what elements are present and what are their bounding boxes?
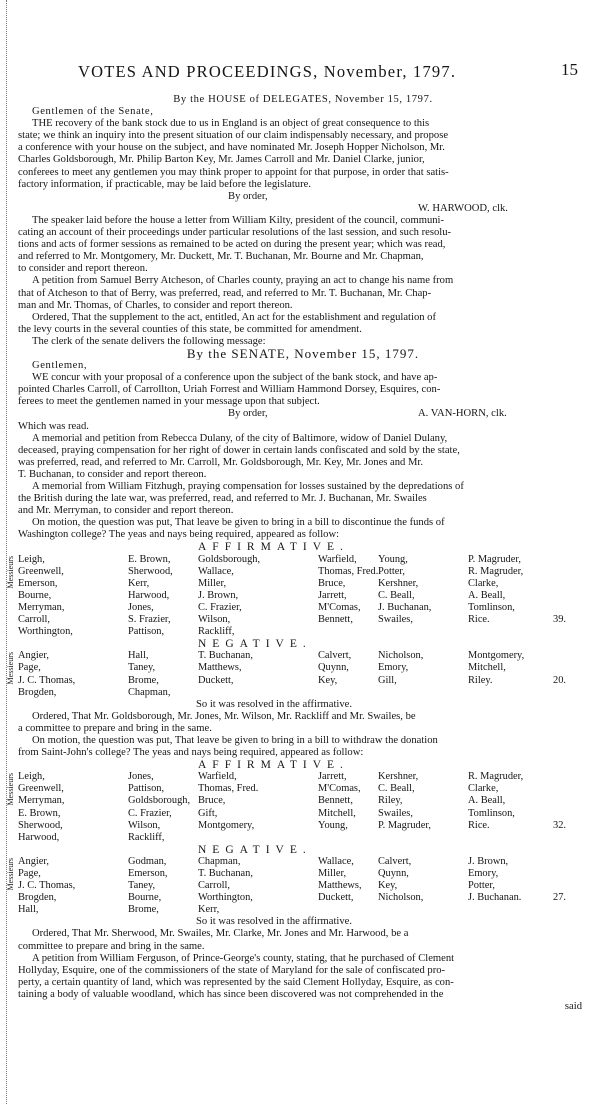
member-name: Greenwell,: [18, 783, 64, 795]
text-line: pointed Charles Carroll, of Carrollton, Uriah Forrest and William Hammond Dorsey, Esquires, con-: [18, 384, 441, 396]
text-line: Charles Goldsborough, Mr. Philip Barton Key, Mr. James Carroll and Mr. Daniel Clarke, junior,: [18, 154, 425, 166]
member-name: M'Comas,: [318, 601, 361, 613]
text-line: man and Mr. Thomas, of Charles, to consider and report thereon.: [18, 299, 293, 311]
member-name: Jarrett,: [318, 589, 347, 601]
text-line: A memorial from William Fitzhugh, praying compensation for losses sustained by the depredations of: [32, 481, 464, 492]
vote-row: [18, 880, 588, 892]
messieurs-label: Messieurs: [6, 857, 15, 891]
member-name: Merryman,: [18, 795, 65, 807]
vote-table-2-affirmative: [6, 771, 588, 844]
vote-row: [18, 892, 588, 904]
catchword: said: [564, 1001, 582, 1013]
member-name: Bruce,: [318, 577, 346, 589]
vote-row: [18, 808, 588, 820]
member-name: Chapman,: [198, 855, 241, 867]
member-name: Matthews,: [198, 662, 242, 674]
text-line: Which was read.: [18, 420, 89, 432]
member-name: A. Beall,: [468, 589, 506, 601]
messieurs-label: Messieurs: [6, 773, 15, 806]
vote-row: [18, 904, 588, 916]
vote-row: [18, 662, 588, 674]
clerk-signature: A. VAN-HORN, clk.: [418, 408, 507, 420]
negative-heading: NEGATIVE.: [198, 843, 312, 856]
member-name: Kershner,: [378, 577, 419, 589]
member-name: Rackliff,: [198, 626, 235, 638]
text-line: The speaker laid before the house a letter from William Kilty, president of the council, communi-: [32, 214, 445, 226]
text-line: to consider and report thereon.: [18, 263, 148, 275]
vote-row: [18, 590, 588, 602]
member-name: Warfield,: [198, 771, 237, 783]
member-name: Quynn,: [318, 662, 349, 674]
text-line: a conference with your house on the subject, and have nominated Mr. Joseph Hopper Nicholson, Mr.: [18, 142, 445, 154]
member-name: S. Frazier,: [128, 614, 171, 626]
member-name: J. Buchanan,: [378, 601, 432, 613]
member-name: Duckett,: [198, 674, 234, 686]
text-column: [6, 94, 588, 1013]
messieurs-label: Messieurs: [6, 555, 15, 589]
member-name: Carroll,: [18, 614, 51, 626]
text-line: from Saint-John's college? The yeas and nays being required, appeared as follow:: [18, 747, 364, 759]
member-name: Miller,: [318, 868, 347, 879]
text-line: Ordered, That Mr. Goldsborough, Mr. Jones, Mr. Wilson, Mr. Rackliff and Mr. Swailes, be: [32, 710, 416, 722]
member-name: Riley.: [468, 674, 493, 686]
member-name: Greenwell,: [18, 565, 64, 577]
vote-row: [18, 626, 588, 638]
member-name: Mitchell,: [318, 807, 356, 819]
page-number: 15: [561, 60, 578, 79]
page-gutter: [0, 0, 7, 1104]
member-name: C. Frazier,: [128, 807, 172, 819]
member-name: Wallace,: [198, 565, 234, 577]
member-name: T. Buchanan,: [198, 650, 253, 662]
member-name: J. Brown,: [468, 855, 509, 867]
member-name: J. C. Thomas,: [18, 674, 76, 686]
member-name: Leigh,: [18, 553, 45, 565]
member-name: Jones,: [128, 771, 154, 783]
member-name: Warfield,: [318, 553, 357, 565]
member-name: Montgomery,: [198, 819, 255, 831]
vote-row: [18, 820, 588, 832]
vote-row: [18, 783, 588, 795]
section-heading: By the SENATE, November 15, 1797.: [186, 347, 420, 361]
vote-row: [18, 687, 588, 699]
vote-count: 32.: [553, 819, 566, 831]
member-name: Harwood,: [128, 589, 170, 601]
vote-row: [18, 868, 588, 880]
member-name: Duckett,: [318, 892, 354, 904]
vote-table-1-affirmative: [6, 553, 588, 639]
text-line: A petition from William Ferguson, of Prince-George's county, stating, that he purchased of Clement: [32, 952, 455, 964]
member-name: Angier,: [18, 650, 50, 662]
affirmative-heading: AFFIRMATIVE.: [198, 541, 349, 554]
vote-row: [18, 602, 588, 614]
clerk-signature: W. HARWOOD, clk.: [418, 202, 508, 214]
member-name: Goldsborough,: [198, 553, 261, 565]
member-name: Montgomery,: [468, 650, 525, 662]
member-name: Hall,: [128, 650, 149, 662]
member-name: Rice.: [468, 819, 490, 831]
text-line: state; we think an inquiry into the present situation of our claim indispensably necessary, and propose: [18, 130, 449, 142]
member-name: Wallace,: [318, 855, 354, 867]
member-name: Hall,: [18, 904, 39, 916]
by-order: By order,: [228, 408, 268, 420]
member-name: Pattison,: [128, 626, 165, 638]
member-name: Swailes,: [378, 807, 413, 819]
running-header: [78, 62, 578, 84]
member-name: Quynn,: [378, 868, 409, 879]
member-name: Gill,: [378, 674, 397, 686]
negative-heading: NEGATIVE.: [198, 638, 312, 651]
member-name: Tomlinson,: [468, 601, 515, 613]
member-name: Young,: [378, 553, 408, 565]
vote-row: [18, 650, 588, 662]
member-name: Pattison,: [128, 783, 165, 795]
member-name: Wilson,: [128, 819, 161, 831]
vote-table-2-negative: [6, 855, 588, 916]
member-name: Angier,: [18, 855, 50, 867]
text-line: a committee to prepare and bring in the same.: [18, 722, 212, 734]
member-name: Brogden,: [18, 892, 57, 904]
member-name: T. Buchanan,: [198, 868, 253, 879]
member-name: Swailes,: [378, 614, 413, 626]
member-name: Clarke,: [468, 783, 499, 795]
member-name: J. Buchanan.: [468, 892, 522, 904]
member-name: J. Brown,: [198, 589, 239, 601]
text-line: committee to prepare and bring in the same.: [18, 940, 205, 952]
member-name: Bruce,: [198, 795, 226, 807]
member-name: Taney,: [128, 662, 156, 674]
member-name: Key,: [318, 674, 338, 686]
member-name: Rice.: [468, 614, 490, 626]
member-name: R. Magruder,: [468, 771, 524, 783]
text-line: the British during the late war, was preferred, read, and referred to Mr. J. Buchanan, Mr. Swailes: [18, 493, 427, 505]
salutation: Gentlemen,: [32, 360, 88, 372]
member-name: Kerr,: [198, 904, 220, 916]
text-line: conferees to meet any gentlemen you may think proper to appoint for that purpose, in order that satis-: [18, 166, 449, 178]
text-line: the levy courts in the several counties of this state, be committed for amendment.: [18, 323, 362, 335]
member-name: Potter,: [468, 880, 496, 892]
member-name: Key,: [378, 880, 398, 892]
member-name: Carroll,: [198, 880, 231, 892]
text-line: Hollyday, Esquire, one of the commissioners of the state of Maryland for the sale of confiscated pro-: [18, 964, 446, 976]
text-line: On motion, the question was put, That leave be given to bring in a bill to discontinue the funds of: [32, 517, 445, 529]
vote-row: [18, 578, 588, 590]
text-line: ferees to meet the gentlemen named in your message upon that subject.: [18, 396, 320, 408]
member-name: Clarke,: [468, 577, 499, 589]
member-name: Calvert,: [378, 855, 412, 867]
member-name: Young,: [318, 819, 348, 831]
member-name: E. Brown,: [18, 807, 61, 819]
salutation: Gentlemen of the Senate,: [32, 106, 154, 118]
member-name: Sherwood,: [128, 565, 173, 577]
text-line: Ordered, That Mr. Sherwood, Mr. Swailes, Mr. Clarke, Mr. Jones and Mr. Harwood, be a: [32, 928, 409, 940]
vote-row: [18, 795, 588, 807]
member-name: Potter,: [378, 565, 406, 577]
member-name: Leigh,: [18, 771, 45, 783]
page-title: VOTES AND PROCEEDINGS, November, 1797.: [78, 62, 457, 81]
text-line: On motion, the question was put, That leave be given to bring in a bill to withdraw the donation: [32, 734, 438, 746]
vote-row: [18, 856, 588, 868]
member-name: P. Magruder,: [468, 553, 521, 565]
member-name: Bennett,: [318, 795, 353, 807]
vote-row: [18, 675, 588, 687]
member-name: Godman,: [128, 855, 167, 867]
vote-row: [18, 832, 588, 844]
member-name: Taney,: [128, 880, 156, 892]
member-name: Kershner,: [378, 771, 419, 783]
by-order: By order,: [228, 190, 268, 202]
text-line: cating an account of their proceedings under particular resolutions of the last session, and such resolu-: [18, 227, 452, 239]
member-name: Harwood,: [18, 831, 60, 843]
member-name: Matthews,: [318, 880, 362, 892]
text-line: THE recovery of the bank stock due to us in England is an object of great consequence to this: [32, 118, 430, 130]
member-name: Kerr,: [128, 577, 150, 589]
member-name: Thomas, Fred.: [318, 565, 379, 577]
member-name: Worthington,: [18, 626, 73, 638]
text-line: deceased, praying compensation for her right of dower in certain lands confiscated and sold by the state,: [18, 444, 460, 456]
resolution-line: So it was resolved in the affirmative.: [196, 916, 353, 928]
text-line: that of Atcheson to that of Berry, was preferred, read, and referred to Mr. T. Buchanan, Mr. Chap-: [18, 287, 432, 299]
vote-row: [18, 566, 588, 578]
member-name: Riley,: [378, 795, 403, 807]
member-name: Rackliff,: [128, 831, 165, 843]
member-name: Jarrett,: [318, 771, 347, 783]
member-name: E. Brown,: [128, 553, 171, 565]
text-line: perty, a certain quantity of land, which was represented by the said Clement Hollyday, Esquire, as con-: [18, 976, 454, 988]
text-line: and Mr. Merryman, to consider and report thereon.: [18, 505, 234, 517]
member-name: Bennett,: [318, 614, 353, 626]
member-name: R. Magruder,: [468, 565, 524, 577]
member-name: Nicholson,: [378, 650, 424, 662]
member-name: Jones,: [128, 601, 154, 613]
resolution-line: So it was resolved in the affirmative.: [196, 698, 353, 710]
vote-row: [18, 771, 588, 783]
member-name: Brome,: [128, 904, 159, 916]
text-line: A memorial and petition from Rebecca Dulany, of the city of Baltimore, widow of Daniel Dulany,: [32, 432, 448, 444]
member-name: Bourne,: [128, 892, 162, 904]
text-line: taining a body of valuable woodland, which has since been discovered was not comprehended in the: [18, 988, 444, 1000]
member-name: Emory,: [468, 868, 499, 879]
messieurs-label: Messieurs: [6, 652, 15, 685]
text-line: Washington college? The yeas and nays being required, appeared as follow:: [18, 529, 340, 541]
member-name: Sherwood,: [18, 819, 63, 831]
member-name: Tomlinson,: [468, 807, 515, 819]
member-name: Goldsborough,: [128, 795, 191, 807]
member-name: Brome,: [128, 674, 159, 686]
member-name: Mitchell,: [468, 662, 506, 674]
member-name: Gift,: [198, 807, 218, 819]
vote-count: 39.: [553, 614, 566, 626]
vote-row: [18, 554, 588, 566]
text-line: Ordered, That the supplement to the act, entitled, An act for the establishment and regulation of: [32, 311, 437, 323]
member-name: Emerson,: [128, 868, 168, 879]
member-name: P. Magruder,: [378, 819, 431, 831]
member-name: C. Beall,: [378, 589, 415, 601]
member-name: Calvert,: [318, 650, 352, 662]
member-name: Emory,: [378, 662, 409, 674]
vote-table-1-negative: [6, 650, 588, 698]
member-name: C. Frazier,: [198, 601, 242, 613]
text-line: The clerk of the senate delivers the following message:: [32, 335, 266, 347]
member-name: M'Comas,: [318, 783, 361, 795]
vote-count: 20.: [553, 674, 566, 686]
text-line: T. Buchanan, to consider and report thereon.: [18, 468, 207, 480]
member-name: Page,: [18, 662, 41, 674]
text-line: WE concur with your proposal of a conference upon the subject of the bank stock, and have ap-: [32, 372, 438, 384]
affirmative-heading: AFFIRMATIVE.: [198, 759, 349, 772]
member-name: Brogden,: [18, 686, 57, 698]
member-name: Chapman,: [128, 686, 171, 698]
member-name: Miller,: [198, 577, 227, 589]
member-name: Wilson,: [198, 614, 231, 626]
text-line: A petition from Samuel Berry Atcheson, of Charles county, praying an act to change his name from: [32, 275, 454, 287]
member-name: Worthington,: [198, 892, 253, 904]
text-line: tions and acts of former sessions as remained to be acted on during the present year; which was read,: [18, 239, 446, 251]
member-name: A. Beall,: [468, 795, 506, 807]
vote-count: 27.: [553, 892, 566, 904]
section-heading: By the HOUSE of DELEGATES, November 15, 1797.: [173, 94, 433, 105]
member-name: Merryman,: [18, 601, 65, 613]
text-line: factory information, if practicable, may be laid before the legislature.: [18, 178, 311, 190]
member-name: Nicholson,: [378, 892, 424, 904]
member-name: Bourne,: [18, 589, 52, 601]
member-name: Thomas, Fred.: [198, 783, 259, 795]
vote-row: [18, 614, 588, 626]
member-name: C. Beall,: [378, 783, 415, 795]
member-name: Page,: [18, 868, 41, 879]
member-name: J. C. Thomas,: [18, 880, 76, 892]
member-name: Emerson,: [18, 577, 58, 589]
text-line: and referred to Mr. Montgomery, Mr. Duckett, Mr. T. Buchanan, Mr. Bourne and Mr. Chapman,: [18, 251, 424, 263]
text-line: was preferred, read, and referred to Mr. Carroll, Mr. Goldsborough, Mr. Key, Mr. Jones and Mr.: [18, 456, 424, 468]
